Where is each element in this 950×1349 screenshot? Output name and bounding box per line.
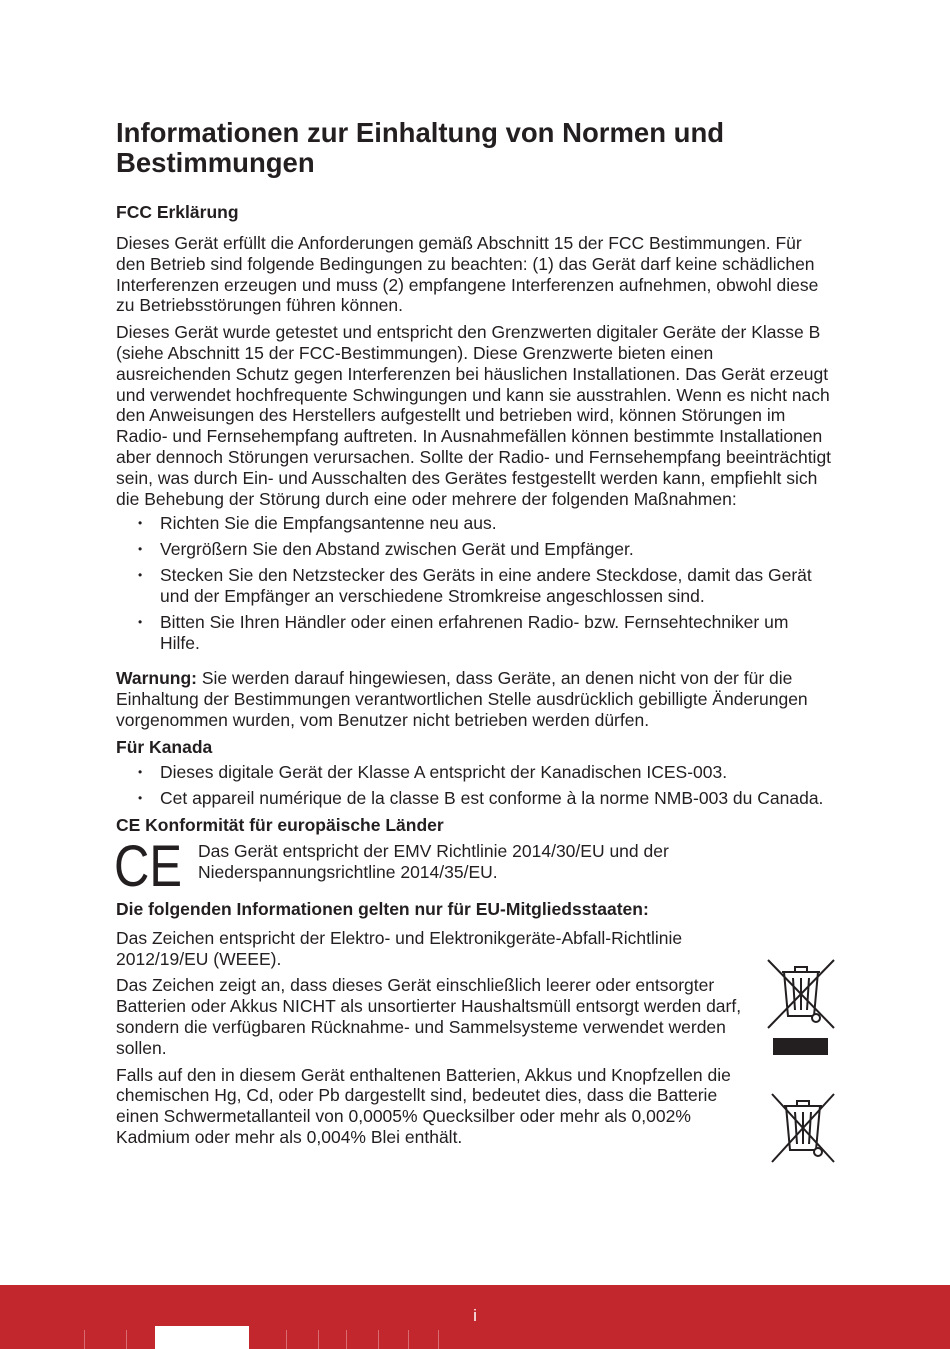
footer-tick [346, 1330, 347, 1349]
page-title-block [116, 118, 832, 178]
list-item-text: Bitten Sie Ihren Händler oder einen erfahrenen Radio- bzw. Fernsehtechniker um Hilfe. [160, 612, 789, 654]
list-item [116, 513, 832, 534]
bullet-icon: • [138, 568, 143, 583]
list-item-text: Vergrößern Sie den Abstand zwischen Gerät und Empfänger. [160, 539, 634, 560]
warning-paragraph [116, 668, 832, 730]
eu-paragraph-1: Das Zeichen entspricht der Elektro- und Elektronikgeräte-Abfall-Richtlinie 2012/19/EU (WEEE). [116, 927, 683, 969]
weee-bin-icon [766, 958, 836, 1030]
bullet-icon: • [138, 790, 143, 805]
footer-tick [126, 1330, 127, 1349]
footer-tick [318, 1330, 319, 1349]
bullet-icon: • [138, 615, 143, 630]
list-item-text: Cet appareil numérique de la classe B est conforme à la norme NMB-003 du Canada. [160, 787, 824, 808]
footer-tick [438, 1330, 439, 1349]
list-item [116, 762, 832, 783]
footer-tick [84, 1330, 85, 1349]
fcc-measures-list [116, 513, 832, 654]
bullet-icon: • [138, 764, 143, 779]
list-item-text: Stecken Sie den Netzstecker des Geräts in eine andere Steckdose, damit das Gerät und der Empfänger an verschiedene Stromkreise angeschlossen sind. [160, 565, 812, 607]
list-item [116, 788, 832, 809]
page-number: i [473, 1306, 477, 1325]
ce-mark-icon [114, 833, 182, 899]
eu-heading: Die folgenden Informationen gelten nur für EU-Mitgliedsstaaten: [116, 898, 649, 919]
fcc-heading: FCC Erklärung [116, 202, 239, 222]
list-item-text: Dieses digitale Gerät der Klasse A entspricht der Kanadischen ICES-003. [160, 761, 728, 782]
footer-tick [378, 1330, 379, 1349]
footer-tick [286, 1330, 287, 1349]
canada-list [116, 762, 832, 809]
bullet-icon: • [138, 542, 143, 557]
warning-label: Warnung: [116, 668, 197, 689]
list-item-text: Richten Sie die Empfangsantenne neu aus. [160, 513, 497, 534]
page-content [116, 118, 832, 1148]
list-item [116, 612, 832, 654]
fcc-paragraph-2: Dieses Gerät wurde getestet und entspricht den Grenzwerten digitaler Geräte der Klasse B (siehe Abschnitt 15 der FCC-Bestimmungen). Diese Grenzwerte bieten einen ausreichenden Schutz gegen Interferenzen bei häuslichen Installationen. Das Gerät erzeugt und verwendet hochfrequente Schwingungen und kann sie ausstrahlen. Wenn es nicht nach den Anweisungen des Herstellers aufgestellt und betrieben wird, können Störungen im Radio- und Fernsehempfang auftreten. In Ausnahmefällen können bestimmte Installationen aber dennoch Störungen verursachen. Sollte der Radio- und Fernsehempfang beeinträchtigt sein, was durch Ein- und Ausschalten des Gerätes festgestellt werden kann, empfiehlt sich die Behebung der Störung durch eine oder mehrere der folgenden Maßnahmen: [116, 322, 832, 509]
ce-section [114, 833, 832, 899]
footer-tab [155, 1326, 249, 1349]
canada-heading: Für Kanada [116, 736, 213, 757]
warning-text: Sie werden darauf hingewiesen, dass Geräte, an denen nicht von der für die Einhaltung der Bestimmungen verantwortlichen Stelle ausdrücklich gebilligte Änderungen vorgenommen wurden, vom Benutzer nicht betrieben werden dürfen. [116, 668, 808, 730]
fcc-paragraph-1: Dieses Gerät erfüllt die Anforderungen gemäß Abschnitt 15 der FCC Bestimmungen. Für den Betrieb sind folgende Bedingungen zu beachten: (1) das Gerät darf keine schädlichen Interferenzen erzeugen und muss (2) empfangene Interferenzen aufnehmen, obwohl diese zu Betriebsstörungen führen können. [116, 233, 819, 316]
weee-battery-bin-icon [770, 1092, 836, 1164]
eu-paragraph-3: Falls auf den in diesem Gerät enthaltenen Batterien, Akkus und Knopfzellen die chemischen Hg, Cd, oder Pb dargestellt sind, bedeutet dies, dass die Batterie einen Schwermetallanteil von 0,0005% Quecksilber oder mehr als 0,002% Kadmium oder mehr als 0,004% Blei enthält. [116, 1064, 731, 1147]
footer-tick [408, 1330, 409, 1349]
eu-paragraph-2: Das Zeichen zeigt an, dass dieses Gerät einschließlich leerer oder entsorgter Batterien oder Akkus NICHT als unsortierter Haushaltsmüll entsorgt werden darf, sondern die verfügbaren Rücknahme- und Sammelsysteme verwendet werden sollen. [116, 975, 742, 1058]
bullet-icon: • [138, 516, 143, 531]
ce-mark-text: CE [114, 833, 182, 899]
list-item [116, 565, 832, 607]
ce-text: Das Gerät entspricht der EMV Richtlinie 2014/30/EU und der Niederspannungsrichtline 2014/35/EU. [198, 840, 669, 882]
eu-section [116, 928, 832, 1148]
list-item [116, 539, 832, 560]
page-title: Informationen zur Einhaltung von Normen und Bestimmungen [116, 117, 725, 178]
ce-heading: CE Konformität für europäische Länder [116, 814, 444, 835]
weee-bar [773, 1038, 828, 1055]
